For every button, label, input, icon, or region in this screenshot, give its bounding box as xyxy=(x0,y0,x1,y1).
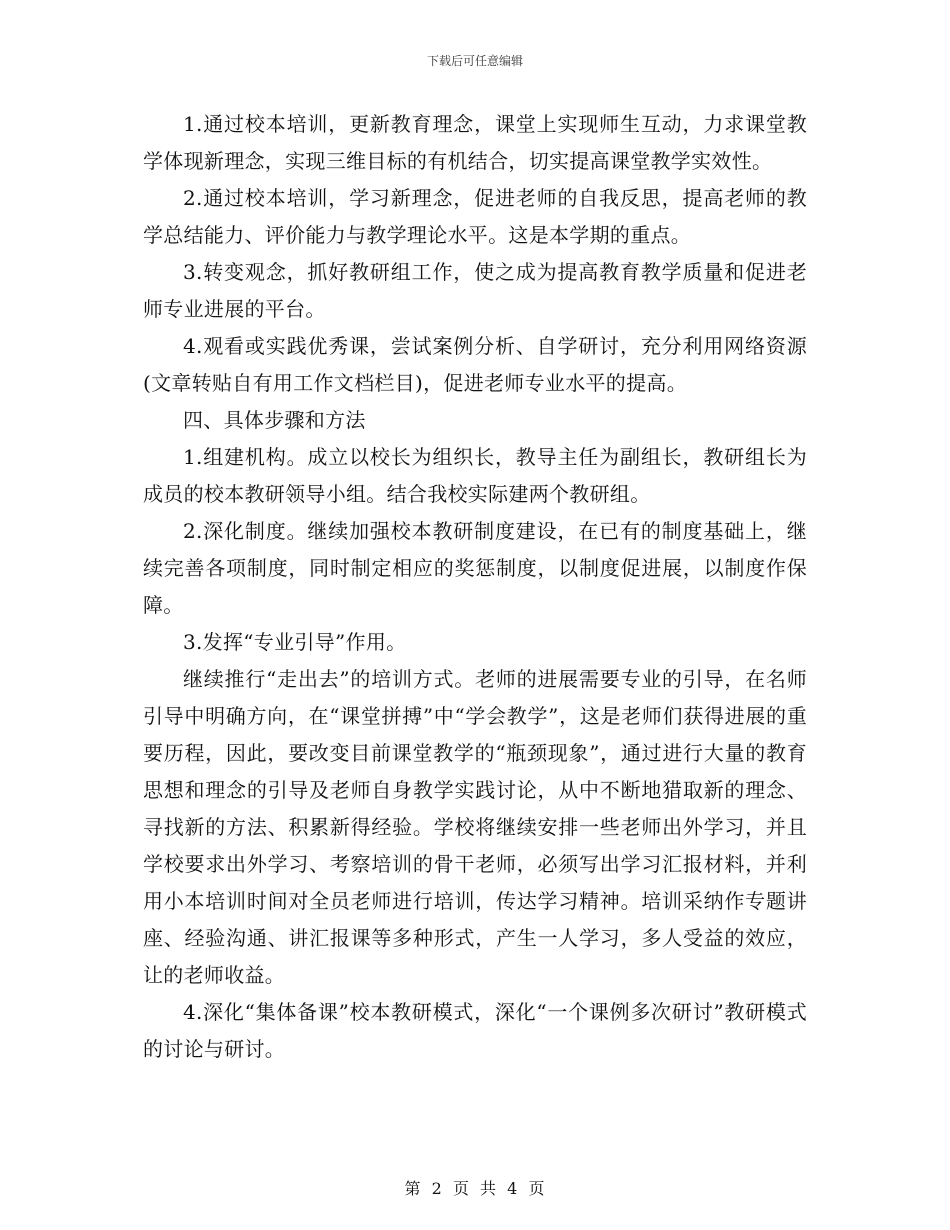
footer-total-pages: 4 xyxy=(507,1179,519,1198)
footer-gong: 共 xyxy=(480,1179,498,1198)
paragraph-step-4: 4.深化“集体备课”校本教研模式，深化“一个课例多次研讨”教研模式的讨论与研讨。 xyxy=(143,1000,807,1061)
paragraph-goal-1: 1.通过校本培训，更新教育理念，课堂上实现师生互动，力求课堂教学体现新理念，实现三维目标的有机结合，切实提高课堂教学实效性。 xyxy=(143,112,807,173)
footer-ye-2: 页 xyxy=(528,1179,546,1198)
document-body xyxy=(143,106,807,1068)
paragraph-goal-4: 4.观看或实践优秀课，尝试案例分析、自学研讨，充分利用网络资源(文章转贴自有用工作文档栏目)，促进老师专业水平的提高。 xyxy=(143,334,807,395)
paragraph-goal-2: 2.通过校本培训，学习新理念，促进老师的自我反思，提高老师的教学总结能力、评价能力与教学理论水平。这是本学期的重点。 xyxy=(143,186,807,247)
page-footer xyxy=(0,1176,950,1199)
footer-ye: 页 xyxy=(452,1179,470,1198)
paragraph-step-1: 1.组建机构。成立以校长为组织长，教导主任为副组长，教研组长为成员的校本教研领导小组。结合我校实际建两个教研组。 xyxy=(143,445,807,506)
footer-di: 第 xyxy=(404,1179,422,1198)
footer-page-number: 2 xyxy=(431,1179,443,1198)
paragraph-step-3: 3.发挥“专业引导”作用。 xyxy=(183,630,407,654)
section-heading: 四、具体步骤和方法 xyxy=(183,408,366,432)
paragraph-goal-3: 3.转变观念，抓好教研组工作，使之成为提高教育教学质量和促进老师专业进展的平台。 xyxy=(143,260,807,321)
paragraph-step-2: 2.深化制度。继续加强校本教研制度建设，在已有的制度基础上，继续完善各项制度，同时制定相应的奖惩制度，以制度促进展，以制度作保障。 xyxy=(143,519,807,617)
page-header: 下载后可任意编辑 xyxy=(426,54,523,68)
paragraph-step-3-detail: 继续推行“走出去”的培训方式。老师的进展需要专业的引导，在名师引导中明确方向，在“课堂拼搏”中“学会教学”，这是老师们获得进展的重要历程，因此，要改变目前课堂教学的“瓶颈现象”，通过进行大量的教育思想和理念的引导及老师自身教学实践讨论，从中不断地猎取新的理念、寻找新的方法、积累新得经验。学校将继续安排一些老师出外学习，并且学校要求出外学习、考察培训的骨干老师，必须写出学习汇报材料，并利用小本培训时间对全员老师进行培训，传达学习精神。培训采纳作专题讲座、经验沟通、讲汇报课等多种形式，产生一人学习，多人受益的效应，让的老师收益。 xyxy=(143,667,807,987)
